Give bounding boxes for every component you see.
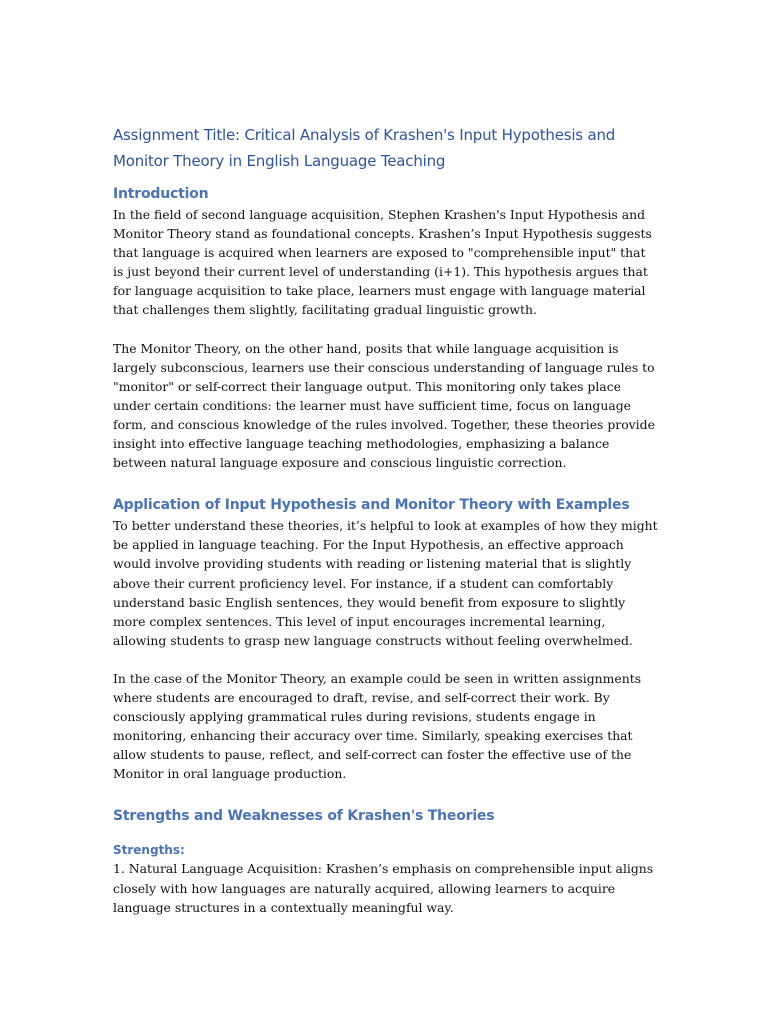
- paragraph: The Monitor Theory, on the other hand, posits that while language acquisition is largely subconscious, learners use their conscious understanding of language rules to "monitor" or self-correct their language output. This monitoring only takes place under certain conditions: the learner must have sufficient time, focus on language form, and conscious knowledge of the rules involved. Together, these theories provide insight into effective language teaching methodologies, emphasizing a balance between natural language exposure and conscious linguistic correction.: [113, 340, 655, 471]
- paragraph: 1. Natural Language Acquisition: Krashen’s emphasis on comprehensible input aligns closely with how languages are naturally acquired, allowing learners to acquire language structures in a contextually meaningful way.: [113, 861, 654, 915]
- section-heading-introduction: Introduction: [113, 186, 209, 202]
- document-page: [113, 122, 658, 917]
- subheading-strengths: Strengths:: [113, 843, 185, 858]
- paragraph: To better understand these theories, it’s helpful to look at examples of how they might be applied in language teaching. For the Input Hypothesis, an effective approach would involve providing students with reading or listening material that is slightly above their current proficiency level. For instance, if a student can comfortably understand basic English sentences, they would benefit from exposure to slightly more complex sentences. This level of input encourages incremental learning, allowing students to grasp new language constructs without feeling overwhelmed.: [113, 518, 658, 648]
- section-heading-strengths-weaknesses: Strengths and Weaknesses of Krashen's Theories: [113, 808, 495, 825]
- document-title: Assignment Title: Critical Analysis of Krashen's Input Hypothesis and Monitor Theory in English Language Teaching: [113, 126, 616, 170]
- section-heading-application: Application of Input Hypothesis and Monitor Theory with Examples: [113, 497, 630, 514]
- paragraph: In the case of the Monitor Theory, an example could be seen in written assignments where students are encouraged to draft, revise, and self-correct their work. By consciously applying grammatical rules during revisions, students engage in monitoring, enhancing their accuracy over time. Similarly, speaking exercises that allow students to pause, reflect, and self-correct can foster the effective use of the Monitor in oral language production.: [113, 670, 642, 782]
- paragraph: In the field of second language acquisition, Stephen Krashen's Input Hypothesis and Monitor Theory stand as foundational concepts. Krashen’s Input Hypothesis suggests that language is acquired when learners are exposed to "comprehensible input" that is just beyond their current level of understanding (i+1). This hypothesis argues that for language acquisition to take place, learners must engage with language material that challenges them slightly, facilitating gradual linguistic growth.: [113, 207, 652, 318]
